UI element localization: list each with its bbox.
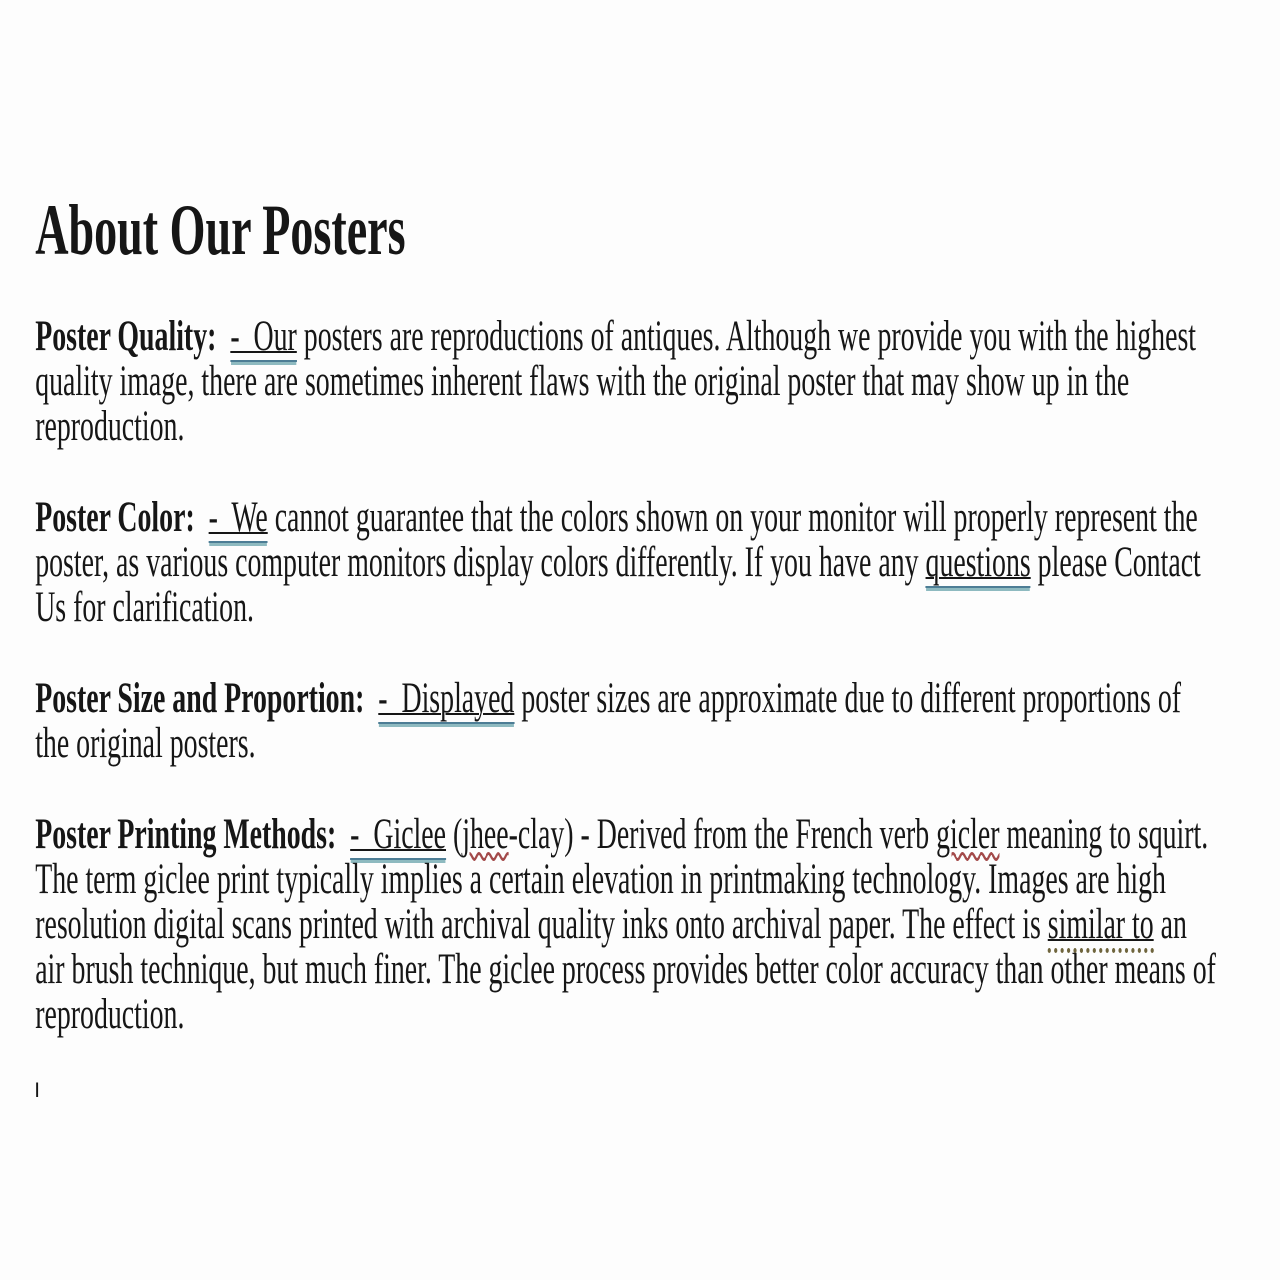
stray-cursor-mark: I: [35, 1079, 39, 1102]
text-run: an air brush technique, but much finer. The giclee process provides better color accuracy than other means of reproduction.: [35, 900, 1216, 1038]
underlined-link-text[interactable]: - Displayed: [378, 674, 515, 722]
text-run: poster sizes are approximate due to different proportions of the original posters.: [35, 674, 1182, 767]
grammar-flagged-text: similar to: [1048, 900, 1154, 953]
text-run: please Contact Us for clarification.: [35, 538, 1201, 631]
section-label: Poster Printing Methods:: [35, 810, 337, 858]
misspelled-word: gicler: [936, 810, 1000, 858]
underlined-link-text[interactable]: - Giclee: [350, 810, 447, 858]
paragraphs: [35, 314, 1219, 1037]
paragraph: [35, 676, 1219, 766]
text-run: [336, 810, 350, 858]
paragraph: [35, 495, 1219, 630]
paragraph: [35, 812, 1219, 1037]
text-run: [195, 493, 209, 541]
text-run: [216, 312, 230, 360]
underlined-link-text[interactable]: - We: [208, 493, 268, 541]
text-run: cannot guarantee that the colors shown on your monitor will properly represent the poster, as various computer monitors display colors differently. If you have any: [35, 493, 1198, 586]
underlined-link-text[interactable]: - Our: [230, 312, 297, 360]
text-run: -clay) - Derived from the French verb: [508, 810, 937, 858]
underlined-link-text[interactable]: questions: [925, 538, 1031, 586]
section-label: Poster Quality:: [35, 312, 217, 360]
section-label: Poster Size and Proportion:: [35, 674, 365, 722]
text-run: posters are reproductions of antiques. Although we provide you with the highest quality image, there are sometimes inherent flaws with the original poster that may show up in the reproduction.: [35, 312, 1197, 450]
text-run: meaning to squirt. The term giclee print typically implies a certain elevation in printmaking technology. Images are high resolution digital scans printed with archival quality inks onto archival paper. The effect is: [35, 810, 1209, 948]
paragraph: [35, 314, 1219, 449]
page-title: About Our Posters: [35, 190, 406, 270]
section-label: Poster Color:: [35, 493, 195, 541]
misspelled-word: jhee: [462, 810, 509, 858]
text-run: (: [446, 810, 463, 858]
text-run: [364, 674, 378, 722]
